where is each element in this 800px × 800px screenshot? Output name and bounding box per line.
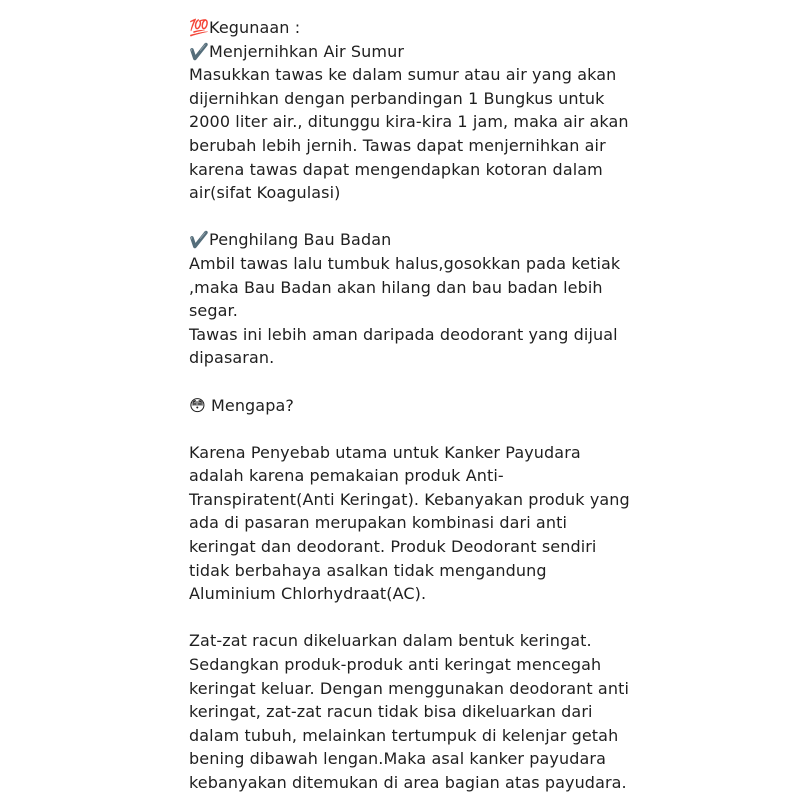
item1-title: ✔️Menjernihkan Air Sumur [189,41,404,61]
item1-line: 2000 liter air., ditunggu kira-kira 1 jam, maka air akan [189,112,629,132]
para2-line: bening dibawah lengan.Maka asal kanker payudara [189,749,606,769]
item1-line: Masukkan tawas ke dalam sumur atau air yang akan [189,65,617,85]
para1-line: ada di pasaran merupakan kombinasi dari anti [189,513,567,533]
para1-line: keringat dan deodorant. Produk Deodorant sendiri [189,537,597,557]
spacer [189,205,789,229]
para1-line: Karena Penyebab utama untuk Kanker Payudara [189,442,581,462]
item2-line: ,maka Bau Badan akan hilang dan bau badan lebih [189,277,603,297]
item2-line: Tawas ini lebih aman daripada deodorant yang dijual [189,324,618,344]
item1-line: berubah lebih jernih. Tawas dapat menjernihkan air [189,135,606,155]
para2-line: keringat keluar. Dengan menggunakan deodorant anti [189,678,629,698]
para1-line: Transpiratent(Anti Keringat). Kebanyakan produk yang [189,489,630,509]
item2-line: Ambil tawas lalu tumbuk halus,gosokkan pada ketiak [189,253,621,273]
para1-line: Aluminium Chlorhydraat(AC). [189,584,427,604]
item1-line: dijernihkan dengan perbandingan 1 Bungkus untuk [189,88,605,108]
para1-line: tidak berbahaya asalkan tidak mengandung [189,560,547,580]
item1-line: air(sifat Koagulasi) [189,183,341,203]
spacer [189,417,789,441]
para2-line: keringat, zat-zat racun tidak bisa dikeluarkan dari [189,702,593,722]
para2-line: Sedangkan produk-produk anti keringat mencegah [189,655,602,675]
mengapa-heading: 😳 Mengapa? [189,395,294,415]
para2-line: dalam tubuh, melainkan tertumpuk di kelenjar getah [189,725,619,745]
spacer [189,370,789,394]
kegunaan-heading: 💯Kegunaan : [189,18,301,37]
item2-line: dipasaran. [189,348,275,368]
document-text [189,16,789,795]
item2-title: ✔️Penghilang Bau Badan [189,230,392,250]
para2-line: Zat-zat racun dikeluarkan dalam bentuk keringat. [189,631,592,651]
item2-line: segar. [189,301,238,321]
item1-line: karena tawas dapat mengendapkan kotoran dalam [189,159,603,179]
para2-line: kebanyakan ditemukan di area bagian atas payudara. [189,773,627,792]
para1-line: adalah karena pemakaian produk Anti- [189,466,504,486]
spacer [189,606,789,630]
